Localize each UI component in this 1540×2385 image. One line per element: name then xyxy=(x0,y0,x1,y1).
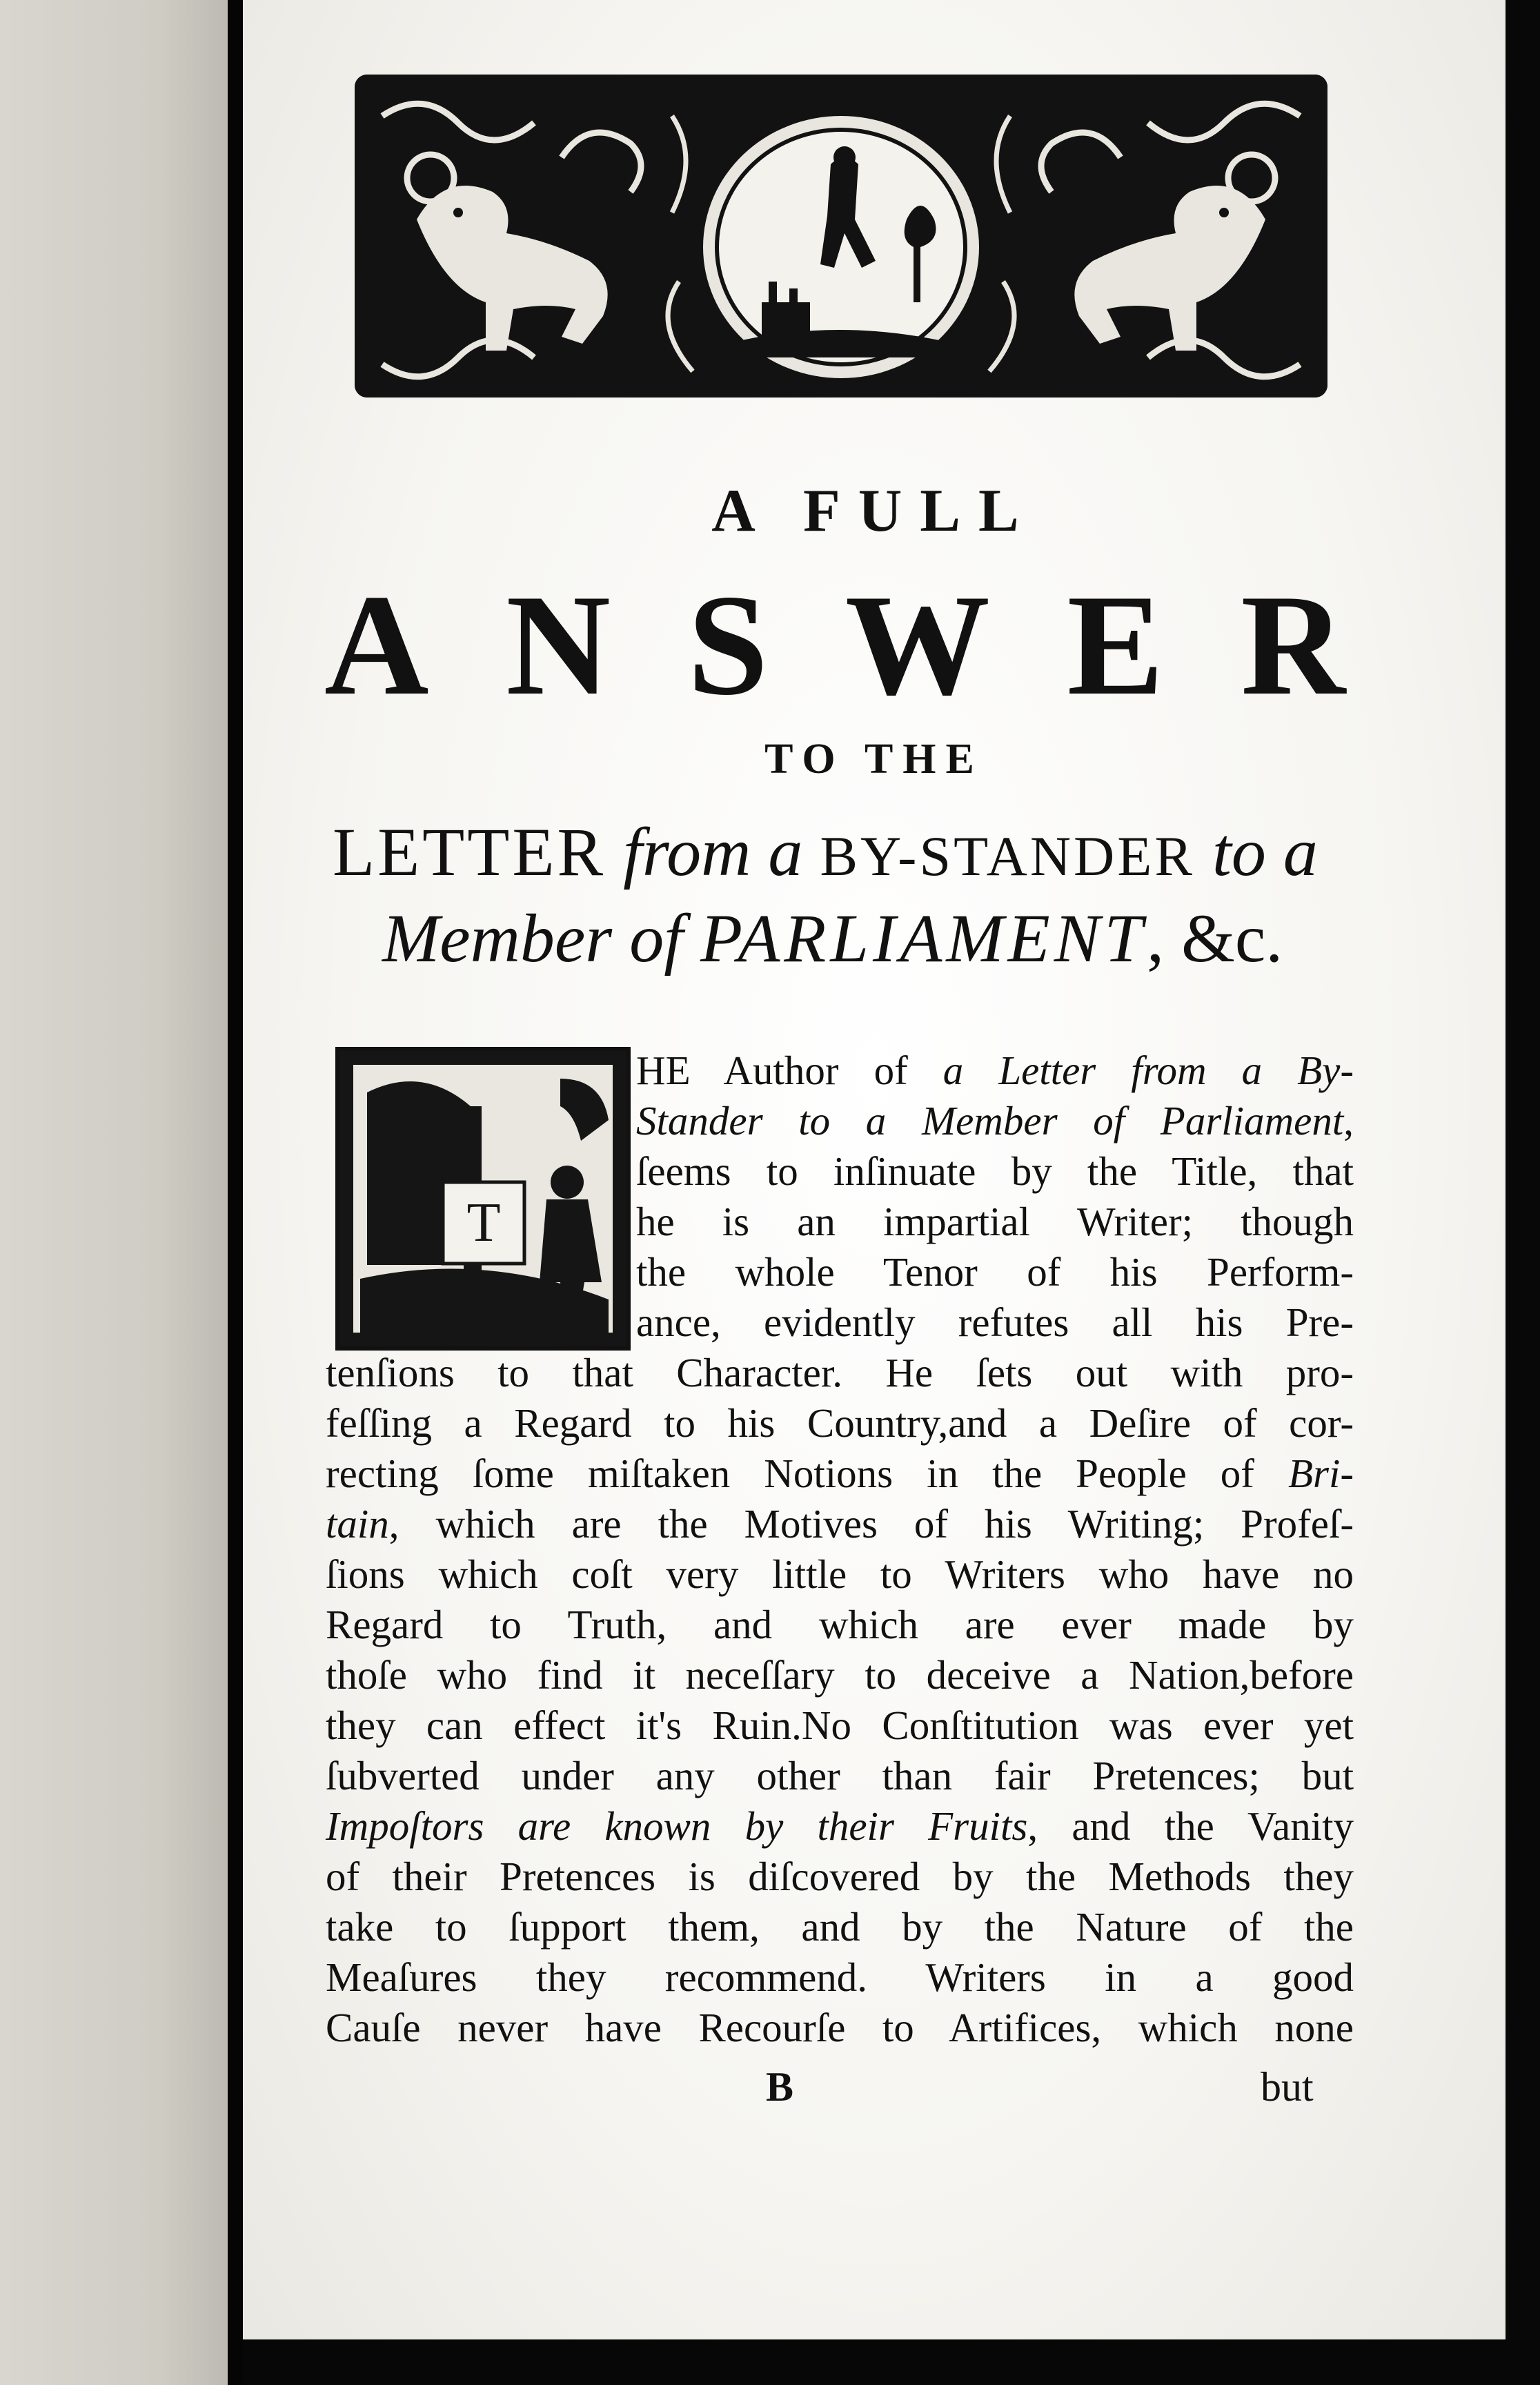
body-paragraph xyxy=(326,1046,1354,2053)
title-answer-letter: R xyxy=(1241,565,1345,725)
document-page xyxy=(243,0,1506,2385)
title-answer-letter: S xyxy=(687,565,769,725)
text-line xyxy=(326,1852,1354,1902)
scan-border-right xyxy=(1506,0,1540,2385)
bleed-through-mark xyxy=(34,124,145,252)
text-run: tenſions to that Character. He ſets out with pro- xyxy=(326,1350,1354,1395)
text-run: , and the Vanity xyxy=(1027,1803,1354,1849)
text-run: Regard to Truth, and which are ever made by xyxy=(326,1602,1354,1647)
text-run: thoſe who find it neceſſary to deceive a Nation,before xyxy=(326,1652,1354,1698)
text-line xyxy=(326,1499,1354,1549)
text-run: the whole Tenor of his Perform- xyxy=(636,1249,1354,1295)
italic-text: a Letter from a By- xyxy=(942,1048,1354,1093)
title-answer-letter: A xyxy=(324,565,429,725)
text-run: ſeems to inſinuate by the Title, that xyxy=(636,1148,1354,1194)
italic-text: Impoſtors are known by their Fruits xyxy=(326,1803,1028,1849)
title-etc: , &c. xyxy=(1147,900,1283,976)
text-run: feſſing a Regard to his Country,and a Deſire of cor- xyxy=(326,1400,1354,1446)
headpiece-illustration xyxy=(355,75,1327,398)
title-a-full: A FULL xyxy=(711,478,1037,544)
text-run: Cauſe never have Recourſe to Artifices, which none xyxy=(326,2005,1354,2050)
title-answer xyxy=(324,565,1345,725)
text-run: ſubverted under any other than fair Pretences; but xyxy=(326,1753,1354,1798)
text-line xyxy=(636,1046,1354,1096)
text-line xyxy=(636,1297,1354,1348)
text-line xyxy=(326,1801,1354,1852)
catchword: but xyxy=(1261,2064,1314,2110)
italic-text: Stander to a Member of Parliament xyxy=(636,1098,1344,1144)
text-line xyxy=(636,1096,1354,1146)
title-from-a: from a xyxy=(623,814,803,890)
woodcut-headpiece xyxy=(355,75,1327,398)
text-run: HE Author of xyxy=(636,1048,943,1093)
italic-text: Bri- xyxy=(1287,1451,1354,1496)
italic-text: tain xyxy=(326,1501,389,1547)
title-parliament: PARLIAMENT xyxy=(700,900,1147,976)
text-line xyxy=(636,1247,1354,1297)
text-run: recting ſome miſtaken Notions in the People of xyxy=(326,1451,1288,1496)
scan-border-bottom xyxy=(243,2339,1540,2385)
title-to-the: TO THE xyxy=(764,736,984,783)
text-run: they can effect it's Ruin.No Conſtitution was ever yet xyxy=(326,1702,1354,1748)
text-run: , which are the Motives of his Writing; Profeſ- xyxy=(388,1501,1354,1547)
text-run: ance, evidently refutes all his Pre- xyxy=(636,1299,1354,1345)
text-run: , xyxy=(1343,1098,1354,1144)
text-line xyxy=(326,1549,1354,1600)
text-line xyxy=(326,1348,1354,1398)
page-gutter xyxy=(228,0,243,2385)
facing-page-fragment xyxy=(0,0,228,2385)
text-run: take to ſupport them, and by the Nature of the xyxy=(326,1904,1354,1950)
drop-cap-letter: T xyxy=(466,1192,501,1253)
text-line xyxy=(326,1600,1354,1650)
title-to-a: to a xyxy=(1212,814,1318,890)
text-run: of their Pretences is diſcovered by the Methods they xyxy=(326,1854,1354,1899)
title-letter-line xyxy=(333,814,1354,890)
text-line xyxy=(326,1751,1354,1801)
text-run: ſions which coſt very little to Writers who have no xyxy=(326,1551,1354,1597)
text-line xyxy=(326,2003,1354,2053)
text-line xyxy=(636,1197,1354,1247)
text-line xyxy=(326,1700,1354,1751)
title-by-stander: BY-STANDER xyxy=(820,825,1196,887)
text-line xyxy=(326,1650,1354,1700)
text-line xyxy=(326,1449,1354,1499)
title-answer-letter: E xyxy=(1067,565,1164,725)
title-member-of: Member of xyxy=(382,900,683,976)
text-line xyxy=(326,1398,1354,1449)
title-answer-letter: N xyxy=(506,565,611,725)
text-run: Meaſures they recommend. Writers in a good xyxy=(326,1954,1354,2000)
signature-mark: B xyxy=(766,2064,794,2110)
text-line xyxy=(636,1146,1354,1197)
text-run: he is an impartial Writer; though xyxy=(636,1199,1354,1244)
text-line xyxy=(326,1902,1354,1952)
title-member-line xyxy=(382,901,1348,976)
title-answer-letter: W xyxy=(845,565,990,725)
text-line xyxy=(326,1952,1354,2003)
title-letter-word: LETTER xyxy=(333,814,606,890)
